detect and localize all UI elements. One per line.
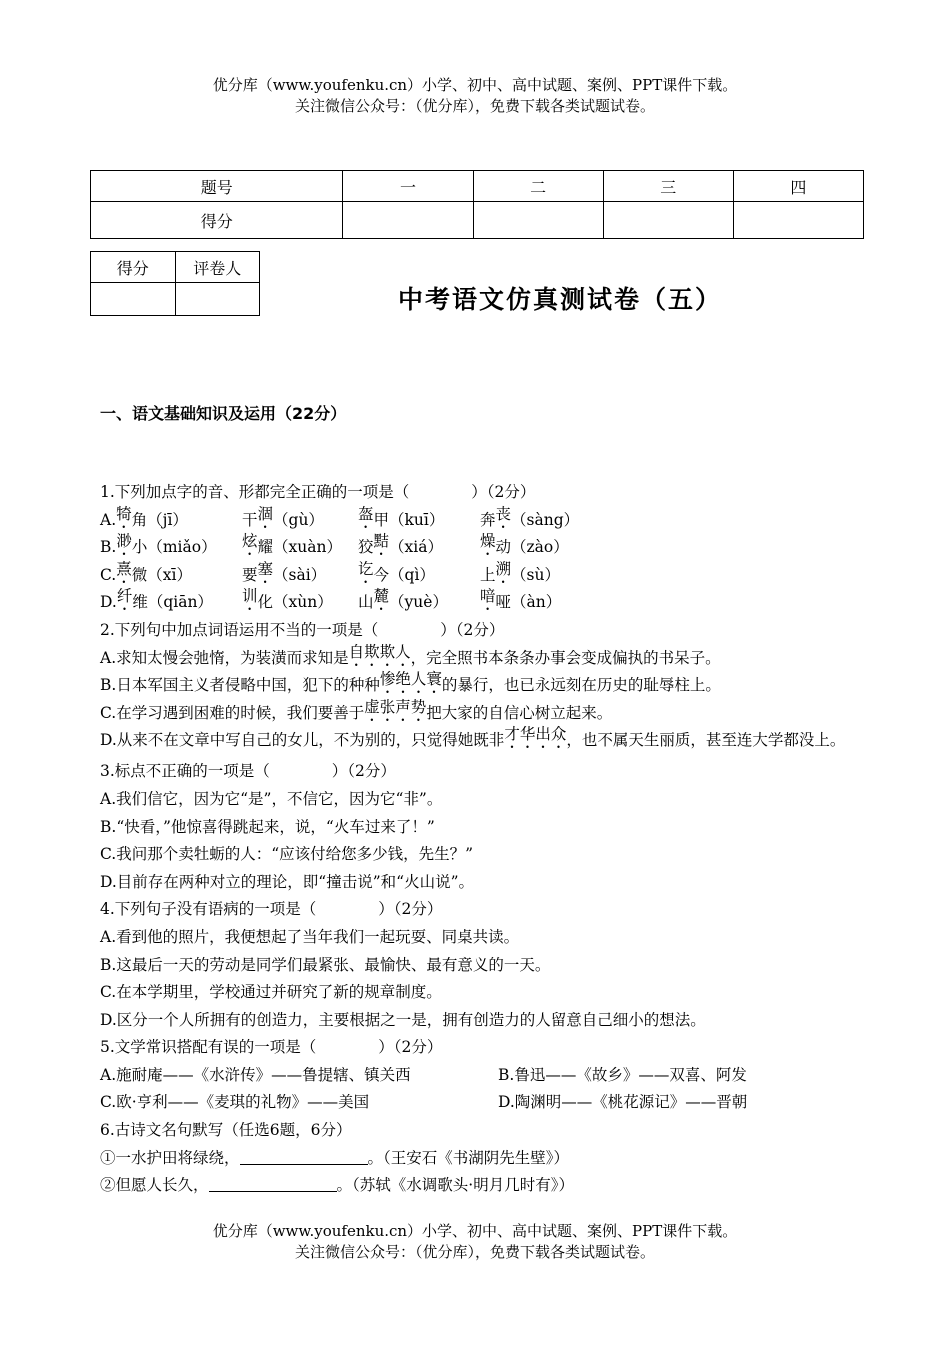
q2-stem: 2.下列句中加点词语运用不当的一项是（ ）（2分） xyxy=(100,620,505,639)
grader-name-label: 评卷人 xyxy=(175,252,260,283)
q5-row-1 xyxy=(100,1062,860,1090)
q2-a-word: 自欺欺人 xyxy=(348,642,411,661)
grader-score-label: 得分 xyxy=(91,252,176,283)
footer-line-2: 关注微信公众号：（优分库），免费下载各类试题试卷。 xyxy=(294,1243,655,1261)
score-header-4: 四 xyxy=(733,171,863,202)
q6-item-2: ②但愿人长久， 。（苏轼《水调歌头·明月几时有》） xyxy=(100,1172,860,1200)
q2-option-c: C.在学习遇到困难的时候，我们要善于虚张声势把大家的自信心树立起来。 xyxy=(100,697,613,722)
score-cell-3 xyxy=(603,202,733,239)
q1-b-item-1: B.渺小（miǎo） xyxy=(100,532,217,557)
q6-item-1-blank[interactable] xyxy=(240,1146,368,1165)
q4-option-c: C.在本学期里，学校通过并研究了新的规章制度。 xyxy=(100,983,442,1002)
q2-d-word: 才华出众 xyxy=(504,725,567,744)
score-row-label: 得分 xyxy=(91,202,343,239)
q5-option-d: D.陶渊明——《桃花源记》——晋朝 xyxy=(498,1093,748,1112)
question-body xyxy=(100,479,860,1200)
q3-stem: 3.标点不正确的一项是（ ）（2分） xyxy=(100,762,396,781)
q1-c-item-1: C.熹微（xī） xyxy=(100,559,192,584)
q4-option-d: D.区分一个人所拥有的创造力，主要根据之一是，拥有创造力的人留意自己细小的想法。 xyxy=(100,1010,706,1029)
score-cell-1 xyxy=(343,202,473,239)
score-table xyxy=(90,170,864,239)
q2-b-word: 惨绝人寰 xyxy=(379,670,442,689)
score-header-1: 一 xyxy=(343,171,473,202)
q2-option-d: D.从来不在文章中写自己的女儿，不为别的，只觉得她既非才华出众，也不属天生丽质，甚至连大学都没上。 xyxy=(100,725,846,750)
q4-stem: 4.下列句子没有语病的一项是（ ）（2分） xyxy=(100,900,443,919)
q4-option-a: A.看到他的照片，我便想起了当年我们一起玩耍、同桌共读。 xyxy=(100,927,520,946)
q1-option-c xyxy=(100,559,860,590)
q1-c-item-4: 上溯（sù） xyxy=(480,559,560,584)
score-header-3: 三 xyxy=(603,171,733,202)
q1-b-item-3: 狡黠（xiá） xyxy=(358,532,443,557)
q1-a-item-1: A.犄角（jī） xyxy=(100,504,188,529)
section-heading-1: 一、语文基础知识及运用（22分） xyxy=(100,404,347,423)
header-line-2: 关注微信公众号：（优分库），免费下载各类试题试卷。 xyxy=(294,97,655,115)
q1-a-item-2: 干涸（gù） xyxy=(242,504,324,529)
q5-option-c: C.欧·亨利——《麦琪的礼物》——美国 xyxy=(100,1093,370,1112)
score-cell-2 xyxy=(473,202,603,239)
score-cell-4 xyxy=(733,202,863,239)
q1-option-b xyxy=(100,534,860,562)
q1-b-item-4: 燥动（zào） xyxy=(480,532,569,557)
q1-d-item-1: D.纤维（qiān） xyxy=(100,587,213,612)
q1-stem: 1.下列加点字的音、形都完全正确的一项是（ ）（2分） xyxy=(100,483,536,501)
score-header-2: 二 xyxy=(473,171,603,202)
q1-d-item-3: 山麓（yuè） xyxy=(358,587,448,612)
header-line-1: 优分库（www.youfenku.cn）小学、初中、高中试题、案例、PPT课件下载。 xyxy=(212,76,738,94)
q3-option-c: C.我问那个卖牡蛎的人：“应该付给您多少钱，先生？” xyxy=(100,845,474,864)
q4-option-b: B.这最后一天的劳动是同学们最紧张、最愉快、最有意义的一天。 xyxy=(100,955,551,974)
q5-row-2 xyxy=(100,1089,860,1117)
q5-stem: 5.文学常识搭配有误的一项是（ ）（2分） xyxy=(100,1038,443,1057)
q1-a-item-3: 盔甲（kuī） xyxy=(358,504,445,529)
page-title: 中考语文仿真测试卷（五） xyxy=(397,285,722,314)
q5-option-b: B.鲁迅——《故乡》——双喜、阿发 xyxy=(498,1065,747,1084)
q1-option-d xyxy=(100,589,860,617)
q1-d-item-4: 喑哑（àn） xyxy=(480,587,562,612)
page-header xyxy=(0,75,950,117)
q1-c-item-2: 要塞（sài） xyxy=(242,559,327,584)
footer-line-1: 优分库（www.youfenku.cn）小学、初中、高中试题、案例、PPT课件下载。 xyxy=(212,1222,738,1240)
q6-stem: 6.古诗文名句默写（任选6题，6分） xyxy=(100,1121,352,1140)
score-header-label: 题号 xyxy=(91,171,343,202)
q6-item-1: ①一水护田将绿绕， 。（王安石《书湖阴先生壁》） xyxy=(100,1145,860,1173)
q6-item-2-blank[interactable] xyxy=(209,1173,337,1192)
q1-b-item-2: 炫耀（xuàn） xyxy=(242,532,342,557)
q3-option-d: D.目前存在两种对立的理论，即“撞击说”和“火山说”。 xyxy=(100,872,474,891)
q3-option-a: A.我们信它，因为它“是”，不信它，因为它“非”。 xyxy=(100,789,443,808)
q1-c-item-3: 讫今（qì） xyxy=(358,559,435,584)
q1-option-a xyxy=(100,504,860,535)
q1-a-item-4: 奔丧（sàng） xyxy=(480,504,580,529)
q1-d-item-2: 训化（xùn） xyxy=(242,587,333,612)
q2-option-a: A.求知太慢会弛惰，为装潢而求知是自欺欺人，完全照书本条条办事会变成偏执的书呆子。 xyxy=(100,642,721,667)
q2-c-word: 虚张声势 xyxy=(364,697,427,716)
q2-option-b: B.日本军国主义者侵略中国，犯下的种种惨绝人寰的暴行，也已永远刻在历史的耻辱柱上。 xyxy=(100,670,721,695)
q3-option-b: B.“快看，”他惊喜得跳起来，说，“火车过来了！” xyxy=(100,817,435,836)
q5-option-a: A.施耐庵——《水浒传》——鲁提辖、镇关西 xyxy=(100,1065,411,1084)
page-footer xyxy=(0,1221,950,1263)
